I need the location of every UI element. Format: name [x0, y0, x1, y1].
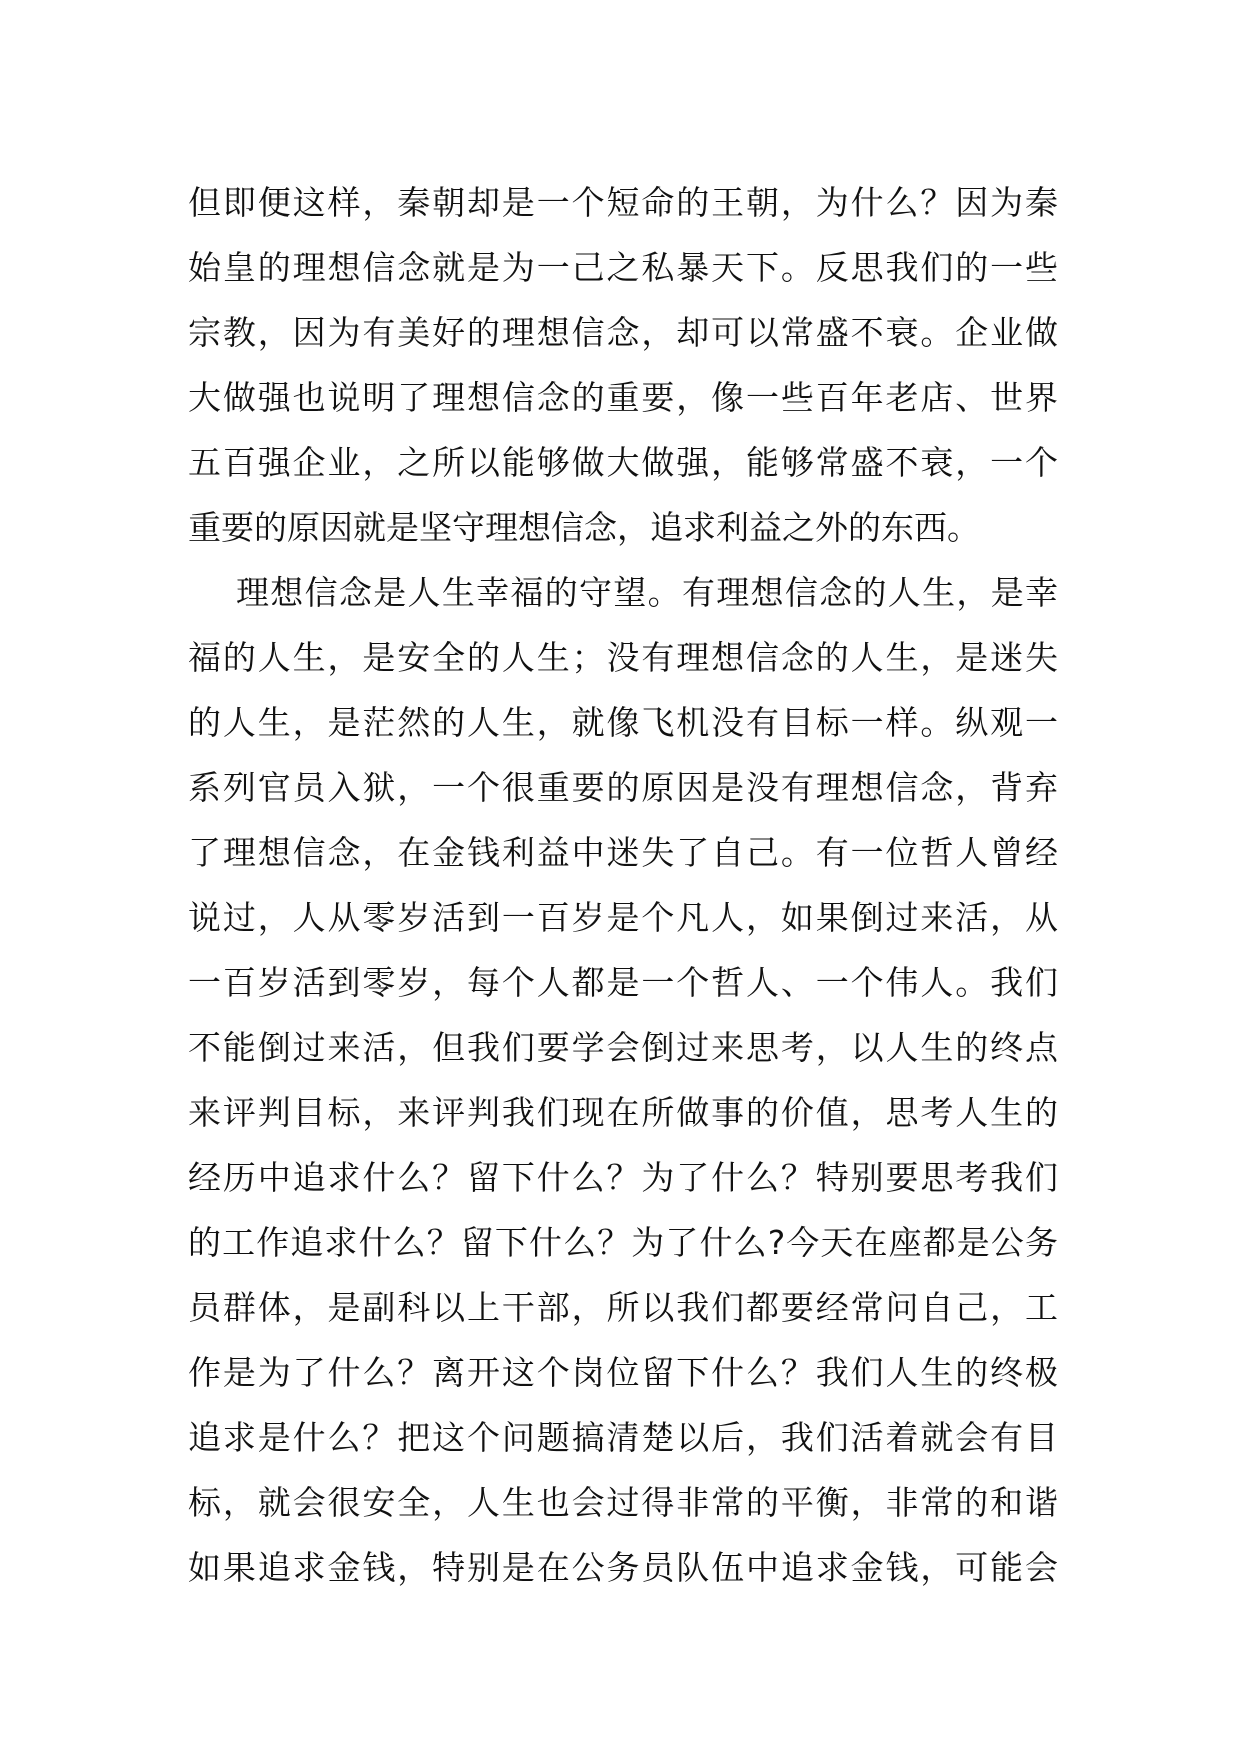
text-line-8: 福的人生，是安全的人生；没有理想信念的人生，是迷失	[188, 638, 1058, 677]
text-line-13: 一百岁活到零岁，每个人都是一个哲人、一个伟人。我们	[188, 963, 1058, 1002]
text-line-12: 说过，人从零岁活到一百岁是个凡人，如果倒过来活，从	[188, 898, 1058, 937]
text-line-7: 理想信念是人生幸福的守望。有理想信念的人生，是幸	[236, 573, 1058, 612]
text-line-10: 系列官员入狱，一个很重要的原因是没有理想信念，背弃	[188, 768, 1058, 807]
text-line-17: 的工作追求什么？留下什么？为了什么?今天在座都是公务	[188, 1223, 1058, 1262]
text-line-4: 大做强也说明了理想信念的重要，像一些百年老店、世界	[188, 378, 1058, 417]
text-line-14: 不能倒过来活，但我们要学会倒过来思考，以人生的终点	[188, 1028, 1058, 1067]
text-line-15: 来评判目标，来评判我们现在所做事的价值，思考人生的	[188, 1093, 1058, 1132]
text-line-3: 宗教，因为有美好的理想信念，却可以常盛不衰。企业做	[188, 313, 1058, 352]
text-line-2: 始皇的理想信念就是为一己之私暴天下。反思我们的一些	[188, 248, 1058, 287]
text-line-22: 如果追求金钱，特别是在公务员队伍中追求金钱，可能会	[188, 1548, 1058, 1587]
body-text	[188, 170, 1058, 1600]
text-line-6: 重要的原因就是坚守理想信念，追求利益之外的东西。	[188, 508, 980, 547]
text-line-18: 员群体，是副科以上干部，所以我们都要经常问自己，工	[188, 1288, 1058, 1327]
text-line-19: 作是为了什么？离开这个岗位留下什么？我们人生的终极	[188, 1353, 1058, 1392]
text-line-16: 经历中追求什么？留下什么？为了什么？特别要思考我们	[188, 1158, 1058, 1197]
text-line-20: 追求是什么？把这个问题搞清楚以后，我们活着就会有目	[188, 1418, 1058, 1457]
text-line-11: 了理想信念，在金钱利益中迷失了自己。有一位哲人曾经	[188, 833, 1058, 872]
text-line-9: 的人生，是茫然的人生，就像飞机没有目标一样。纵观一	[188, 703, 1058, 742]
text-line-5: 五百强企业，之所以能够做大做强，能够常盛不衰，一个	[188, 443, 1058, 482]
text-line-1: 但即便这样，秦朝却是一个短命的王朝，为什么？因为秦	[188, 183, 1058, 222]
text-line-21: 标，就会很安全，人生也会过得非常的平衡，非常的和谐	[188, 1483, 1058, 1522]
